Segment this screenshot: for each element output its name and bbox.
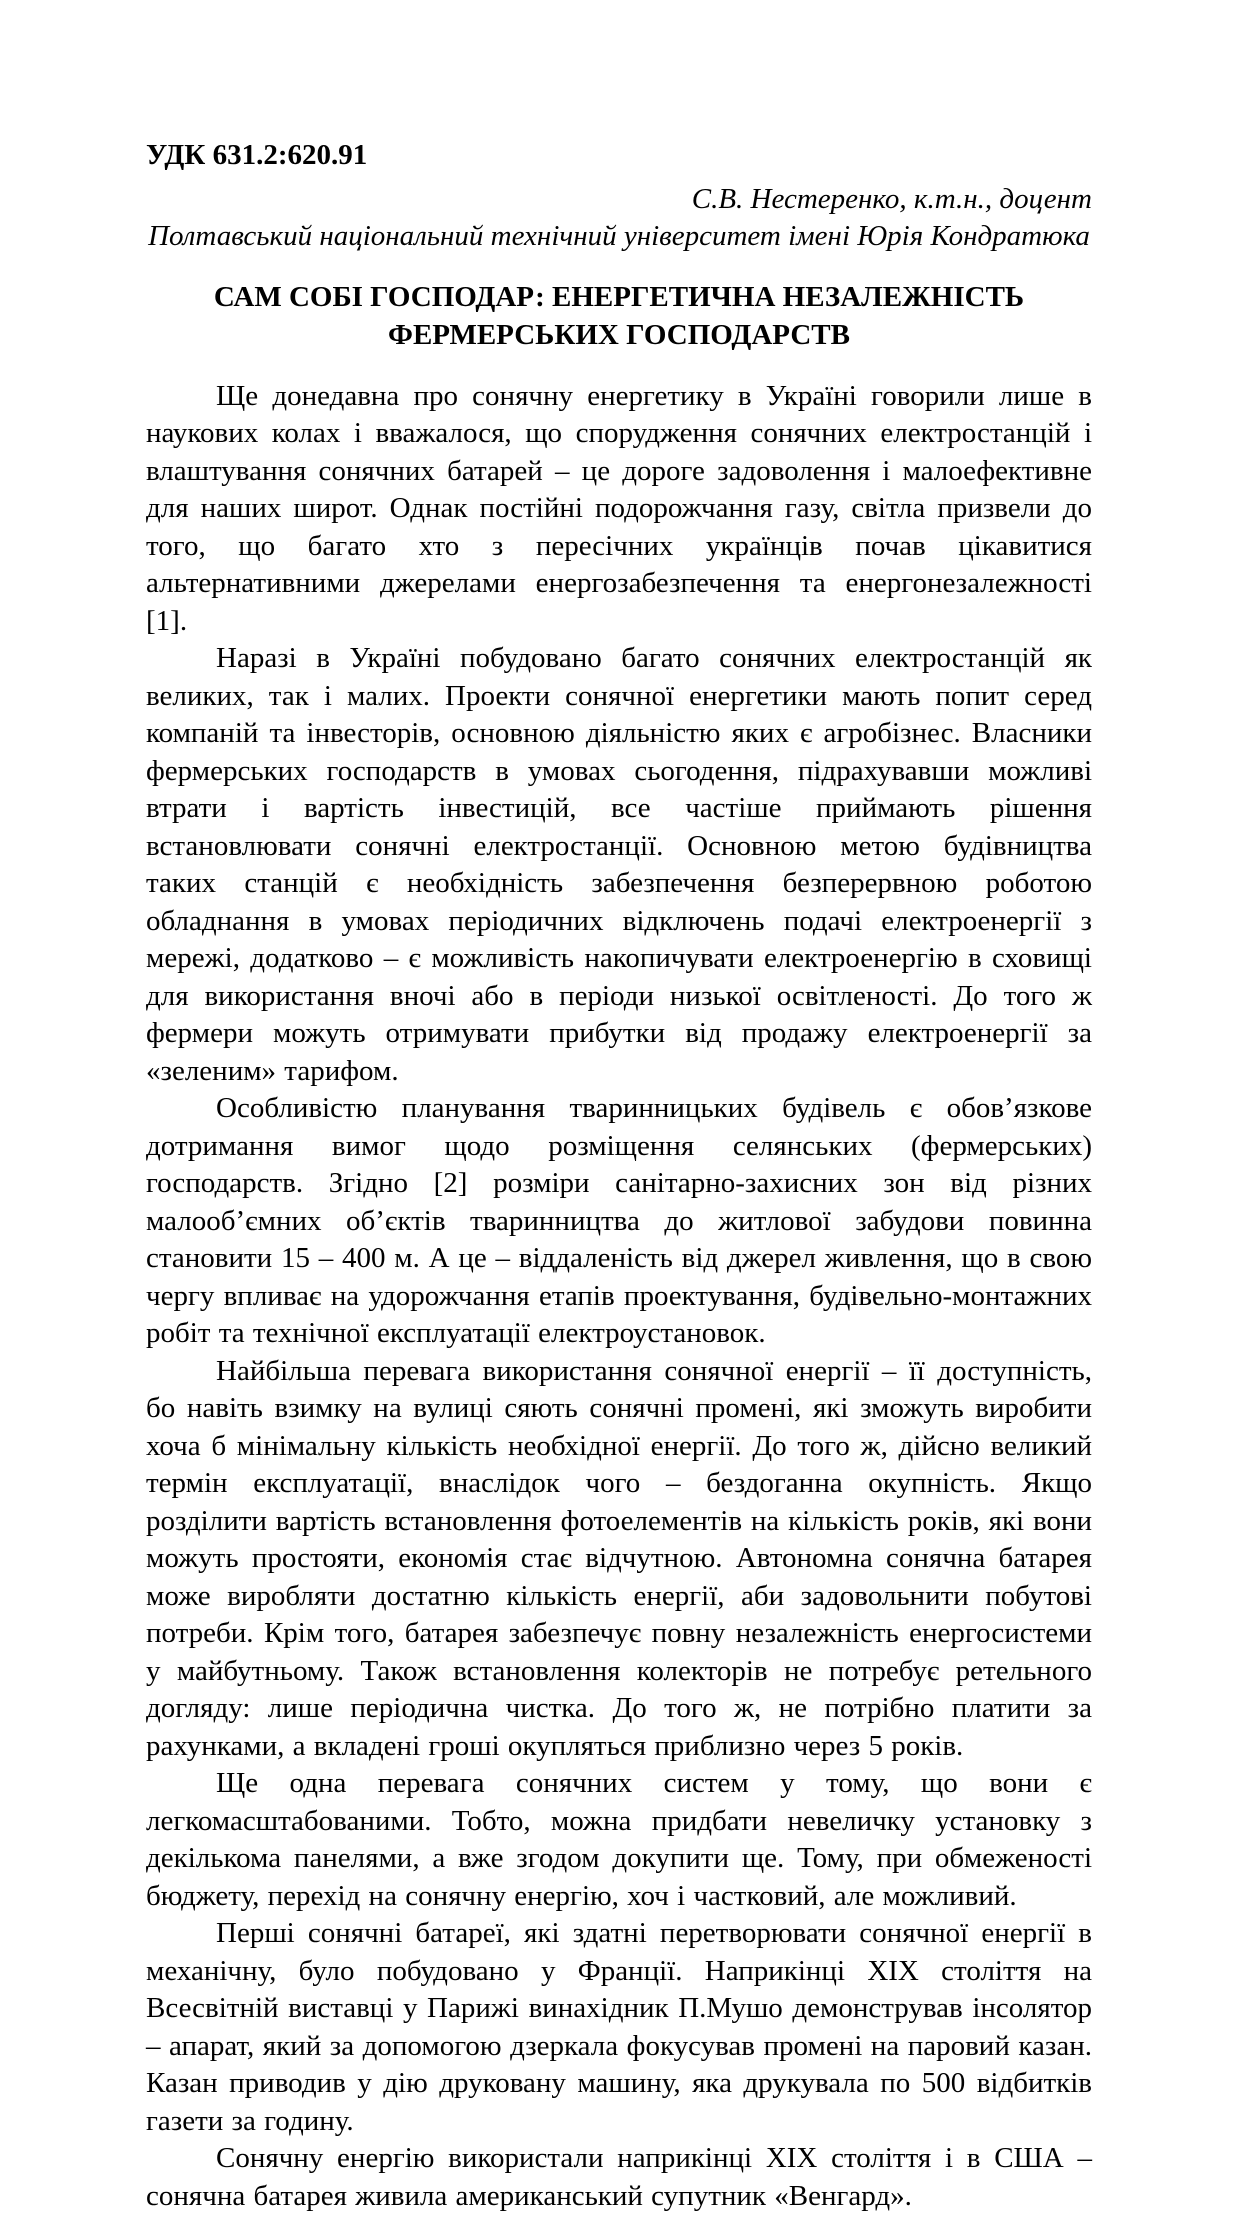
- article-title-line-1: САМ СОБІ ГОСПОДАР: ЕНЕРГЕТИЧНА НЕЗАЛЕЖНІСТЬ: [146, 278, 1092, 316]
- affiliation-line: Полтавський національний технічний університет імені Юрія Кондратюка: [146, 218, 1092, 256]
- article-title: [146, 278, 1092, 354]
- paragraph-2: Наразі в Україні побудовано багато сонячних електростанцій як великих, так і малих. Проекти сонячної енергетики мають попит серед компаній та інвесторів, основною діяльністю яких є агробізнес. Власники фермерських господарств в умовах сьогодення, підрахувавши можливі втрати і вартість інвестицій, все частіше приймають рішення встановлювати сонячні електростанції. Основною метою будівництва таких станцій є необхідність забезпечення безперервною роботою обладнання в умовах періодичних відключень подачі електроенергії з мережі, додатково – є можливість накопичувати електроенергію в сховищі для використання вночі або в періоди низької освітленості. До того ж фермери можуть отримувати прибутки від продажу електроенергії за «зеленим» тарифом.: [146, 640, 1092, 1090]
- article-body: [146, 378, 1092, 2215]
- paragraph-3: Особливістю планування тваринницьких будівель є обов’язкове дотримання вимог щодо розміщення селянських (фермерських) господарств. Згідно [2] розміри санітарно-захисних зон від різних малооб’ємних об’єктів тваринництва до житлової забудови повинна становити 15 – 400 м. А це – віддаленість від джерел живлення, що в свою чергу впливає на удорожчання етапів проектування, будівельно-монтажних робіт та технічної експлуатації електроустановок.: [146, 1090, 1092, 1353]
- article-title-line-2: ФЕРМЕРСЬКИХ ГОСПОДАРСТВ: [146, 316, 1092, 354]
- author-line: С.В. Нестеренко, к.т.н., доцент: [146, 181, 1092, 219]
- paragraph-4: Найбільша перевага використання сонячної енергії – її доступність, бо навіть взимку на вулиці сяють сонячні промені, які зможуть виробити хоча б мінімальну кількість необхідної енергії. До того ж, дійсно великий термін експлуатації, внаслідок чого – бездоганна окупність. Якщо розділити вартість встановлення фотоелементів на кількість років, які вони можуть простояти, економія стає відчутною. Автономна сонячна батарея може виробляти достатню кількість енергії, аби задовольнити побутові потреби. Крім того, батарея забезпечує повну незалежність енергосистеми у майбутньому. Також встановлення колекторів не потребує ретельного догляду: лише періодична чистка. До того ж, не потрібно платити за рахунками, а вкладені гроші окупляться приблизно через 5 років.: [146, 1353, 1092, 1766]
- paragraph-1: Ще донедавна про сонячну енергетику в Україні говорили лише в наукових колах і вважалося, що спорудження сонячних електростанцій і влаштування сонячних батарей – це дороге задоволення і малоефективне для наших широт. Однак постійні подорожчання газу, світла призвели до того, що багато хто з пересічних українців почав цікавитися альтернативними джерелами енергозабезпечення та енергонезалежності [1].: [146, 378, 1092, 641]
- paragraph-7: Сонячну енергію використали наприкінці XIX століття і в США – сонячна батарея живила американський супутник «Венгард».: [146, 2140, 1092, 2215]
- udc-number: УДК 631.2:620.91: [146, 137, 1092, 175]
- paragraph-5: Ще одна перевага сонячних систем у тому, що вони є легкомасштабованими. Тобто, можна придбати невеличку установку з декількома панелями, а вже згодом докупити ще. Тому, при обмеженості бюджету, перехід на сонячну енергію, хоч і частковий, але можливий.: [146, 1765, 1092, 1915]
- paragraph-6: Перші сонячні батареї, які здатні перетворювати сонячної енергії в механічну, було побудовано у Франції. Наприкінці XIX століття на Всесвітній виставці у Парижі винахідник П.Мушо демонстрував інсолятор – апарат, який за допомогою дзеркала фокусував промені на паровий казан. Казан приводив у дію друковану машину, яка друкувала по 500 відбитків газети за годину.: [146, 1915, 1092, 2140]
